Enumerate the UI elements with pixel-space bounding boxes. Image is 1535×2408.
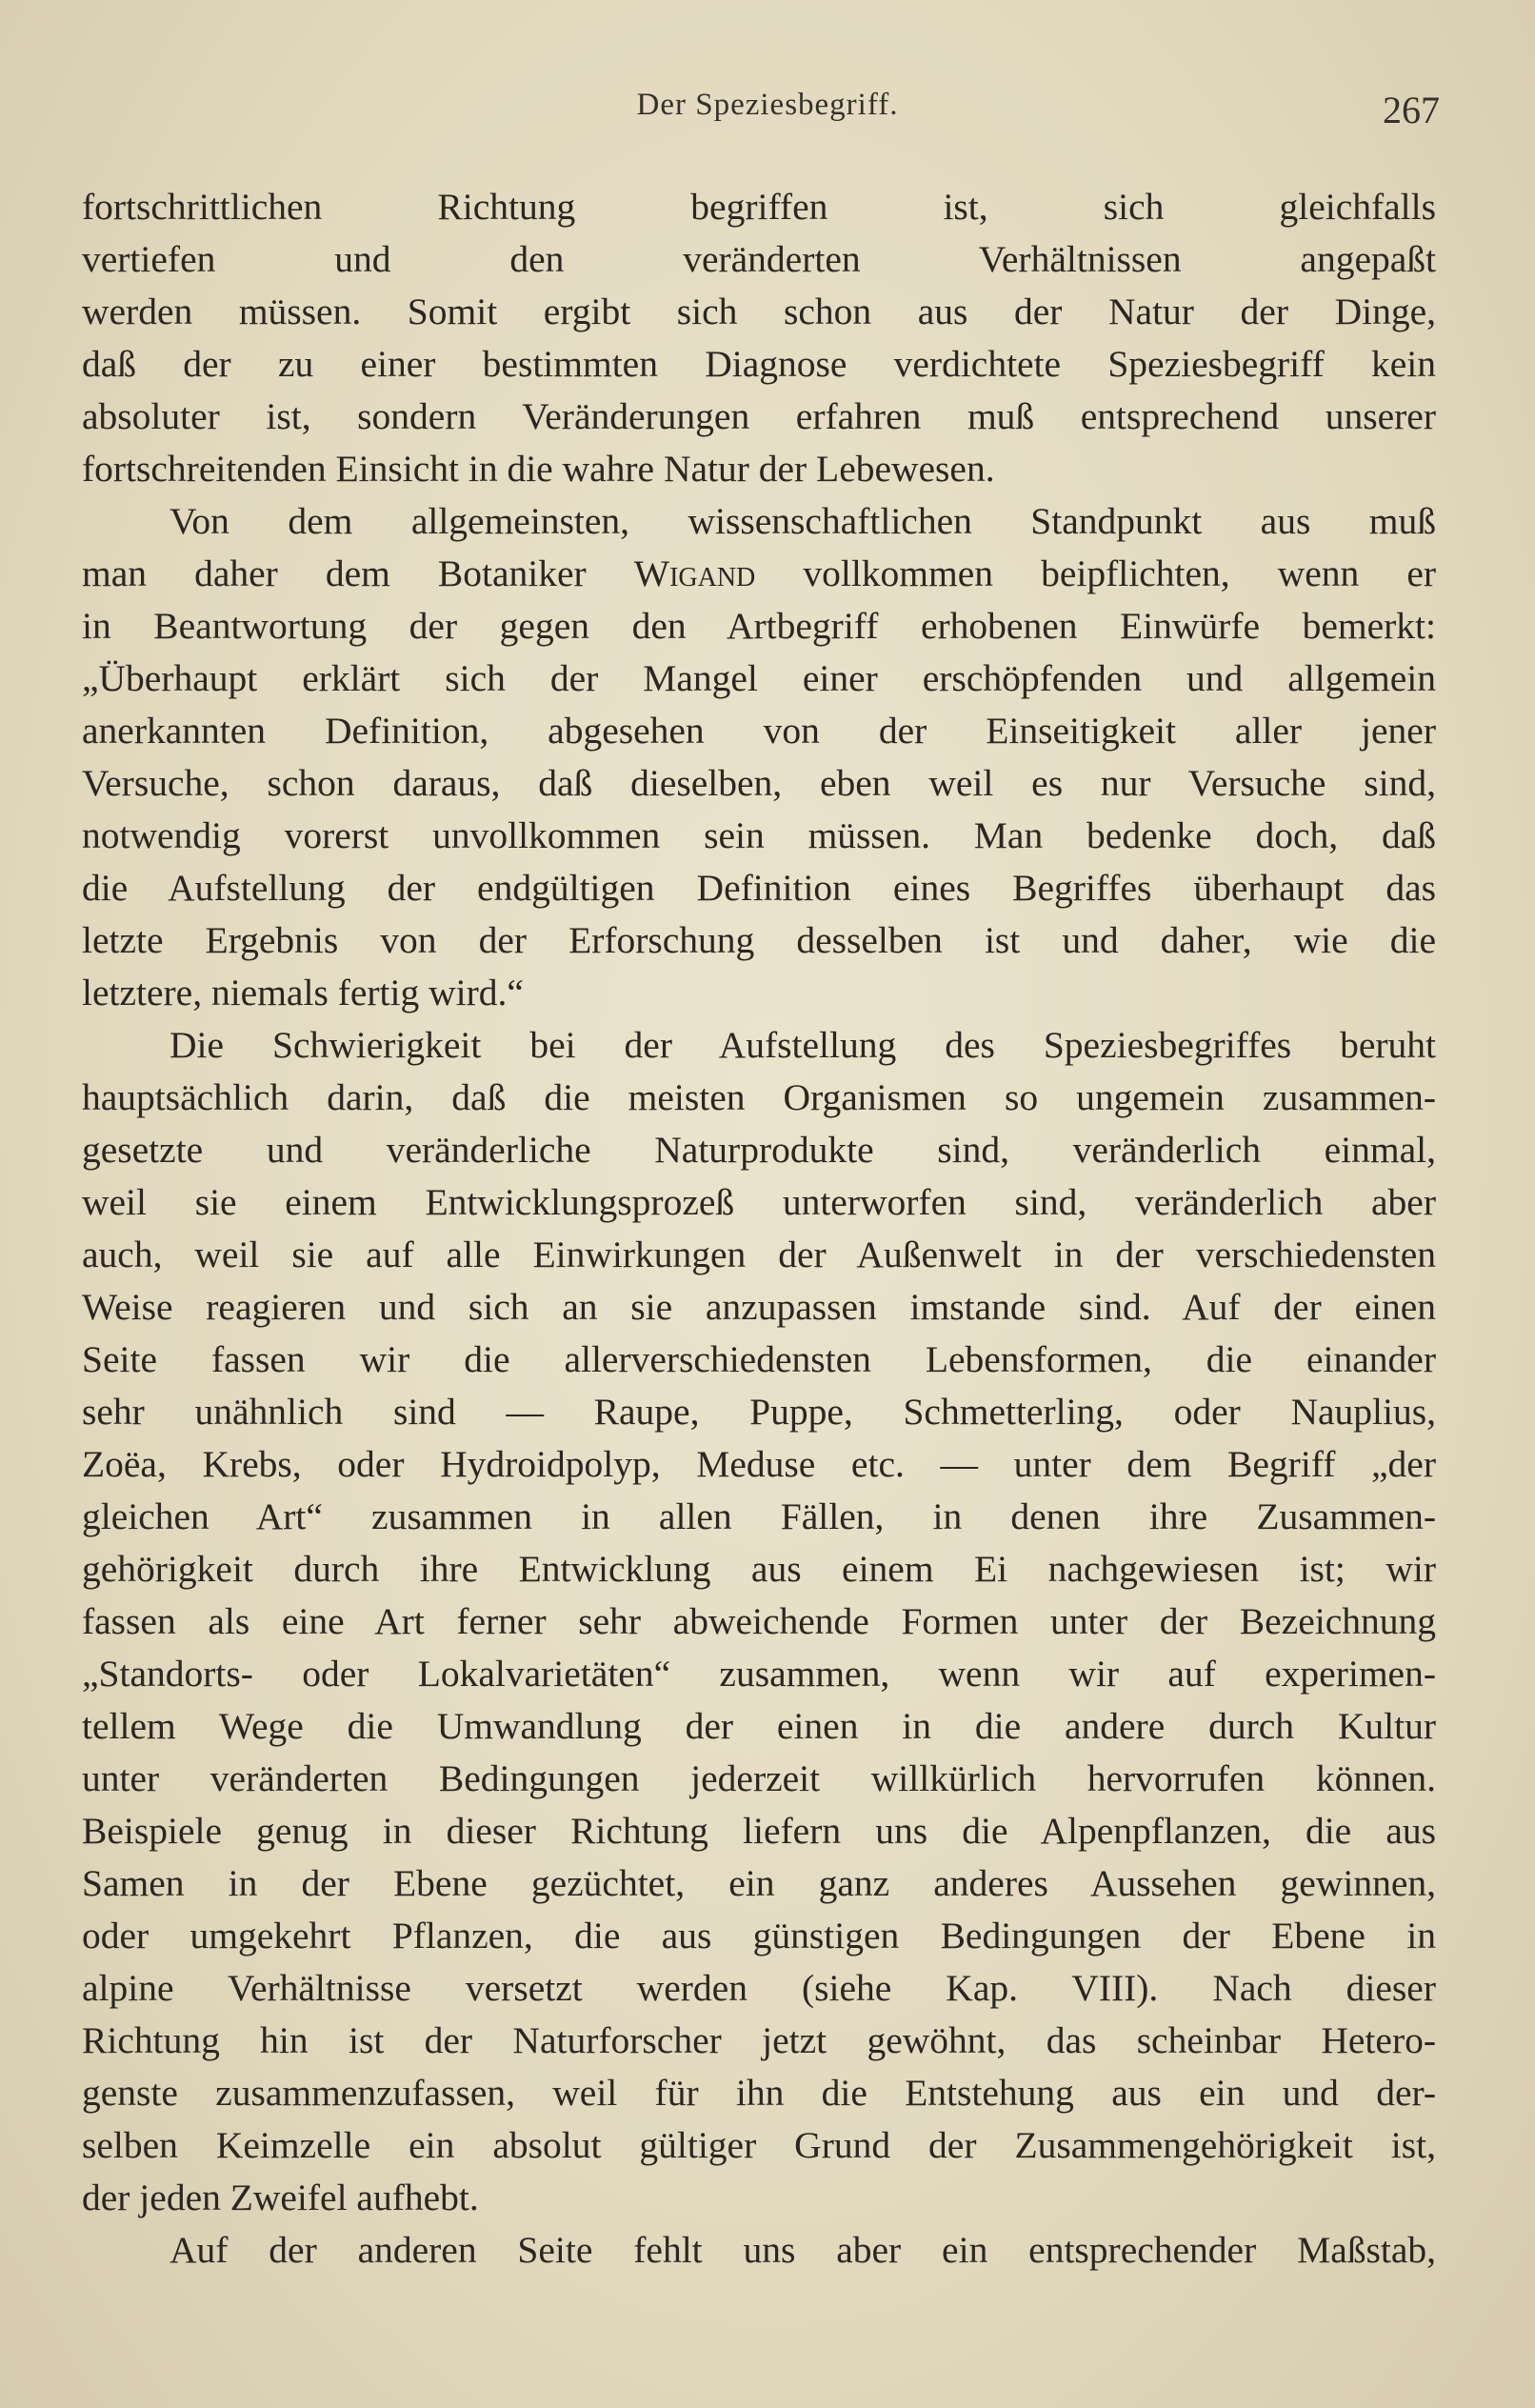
text-line: vertiefen und den veränderten Verhältnissen angepaßt: [82, 238, 1436, 280]
running-head: Der Speziesbegriff.: [636, 88, 899, 122]
text-line: daß der zu einer bestimmten Diagnose verdichtete Speziesbegriff kein: [82, 343, 1436, 385]
text-line: Beispiele genug in dieser Richtung liefern uns die Alpenpflanzen, die aus: [82, 1810, 1436, 1852]
text-line: „Überhaupt erklärt sich der Mangel einer erschöpfenden und allgemein: [82, 657, 1436, 699]
text-fragment: man daher dem Botaniker: [82, 552, 634, 594]
text-line: fassen als eine Art ferner sehr abweichende Formen unter der Bezeichnung: [82, 1600, 1436, 1642]
paragraph-start-line: Auf der anderen Seite fehlt uns aber ein entsprechender Maßstab,: [169, 2229, 1436, 2271]
text-line: Versuche, schon daraus, daß dieselben, eben weil es nur Versuche sind,: [82, 762, 1436, 804]
text-line: gleichen Art“ zusammen in allen Fällen, in denen ihre Zusammen-: [82, 1495, 1436, 1537]
text-line: sehr unähnlich sind — Raupe, Puppe, Schmetterling, oder Nauplius,: [82, 1391, 1436, 1433]
paragraph-end-line: letztere, niemals fertig wird.“: [82, 972, 524, 1013]
text-line: oder umgekehrt Pflanzen, die aus günstigen Bedingungen der Ebene in: [82, 1915, 1436, 1956]
text-line: genste zusammenzufassen, weil für ihn die Entstehung aus ein und der-: [82, 2072, 1436, 2114]
text-line: Seite fassen wir die allerverschiedensten Lebensformen, die einander: [82, 1338, 1436, 1380]
text-line: tellem Wege die Umwandlung der einen in die andere durch Kultur: [82, 1705, 1436, 1747]
text-line: „Standorts- oder Lokalvarietäten“ zusammen, wenn wir auf experimen-: [82, 1653, 1436, 1695]
paragraph-start-line: Von dem allgemeinsten, wissenschaftlichen Standpunkt aus muß: [169, 500, 1436, 542]
text-line: Zoëa, Krebs, oder Hydroidpolyp, Meduse etc. — unter dem Begriff „der: [82, 1443, 1436, 1485]
text-line: fortschrittlichen Richtung begriffen ist, sich gleichfalls: [82, 186, 1436, 228]
text-line-with-name: [82, 548, 1436, 600]
text-line: weil sie einem Entwicklungsprozeß unterworfen sind, veränderlich aber: [82, 1181, 1436, 1223]
text-line: Weise reagieren und sich an sie anzupassen imstande sind. Auf der einen: [82, 1286, 1436, 1328]
text-line: Samen in der Ebene gezüchtet, ein ganz anderes Aussehen gewinnen,: [82, 1862, 1436, 1904]
text-line: unter veränderten Bedingungen jederzeit willkürlich hervorrufen können.: [82, 1757, 1436, 1799]
body-text: [82, 181, 1436, 2277]
text-line: notwendig vorerst unvollkommen sein müssen. Man bedenke doch, daß: [82, 814, 1436, 856]
text-line: in Beantwortung der gegen den Artbegriff erhobenen Einwürfe bemerkt:: [82, 605, 1436, 647]
text-line: hauptsächlich darin, daß die meisten Organismen so ungemein zusammen-: [82, 1076, 1436, 1118]
text-line: alpine Verhältnisse versetzt werden (siehe Kap. VIII). Nach dieser: [82, 1967, 1436, 2009]
page-number: 267: [1383, 89, 1440, 131]
text-line: letzte Ergebnis von der Erforschung desselben ist und daher, wie die: [82, 919, 1436, 961]
author-name: Wigand: [633, 552, 756, 594]
paragraph-end-line: fortschreitenden Einsicht in die wahre Natur der Lebewesen.: [82, 448, 995, 490]
text-line: anerkannten Definition, abgesehen von der Einseitigkeit aller jener: [82, 710, 1436, 752]
text-line: werden müssen. Somit ergibt sich schon aus der Natur der Dinge,: [82, 291, 1436, 332]
text-line: absoluter ist, sondern Veränderungen erfahren muß entsprechend unserer: [82, 395, 1436, 437]
text-line: Richtung hin ist der Naturforscher jetzt gewöhnt, das scheinbar Hetero-: [82, 2019, 1436, 2061]
text-line: die Aufstellung der endgültigen Definition eines Begriffes überhaupt das: [82, 867, 1436, 909]
text-fragment: vollkommen beipflichten, wenn er: [755, 552, 1436, 594]
paragraph-start-line: Die Schwierigkeit bei der Aufstellung des Speziesbegriffes beruht: [169, 1024, 1436, 1066]
text-line: auch, weil sie auf alle Einwirkungen der Außenwelt in der verschiedensten: [82, 1234, 1436, 1275]
text-line: selben Keimzelle ein absolut gültiger Grund der Zusammengehörigkeit ist,: [82, 2124, 1436, 2166]
paragraph-end-line: der jeden Zweifel aufhebt.: [82, 2177, 479, 2218]
text-line: gehörigkeit durch ihre Entwicklung aus einem Ei nachgewiesen ist; wir: [82, 1548, 1436, 1590]
text-line: gesetzte und veränderliche Naturprodukte sind, veränderlich einmal,: [82, 1129, 1436, 1171]
